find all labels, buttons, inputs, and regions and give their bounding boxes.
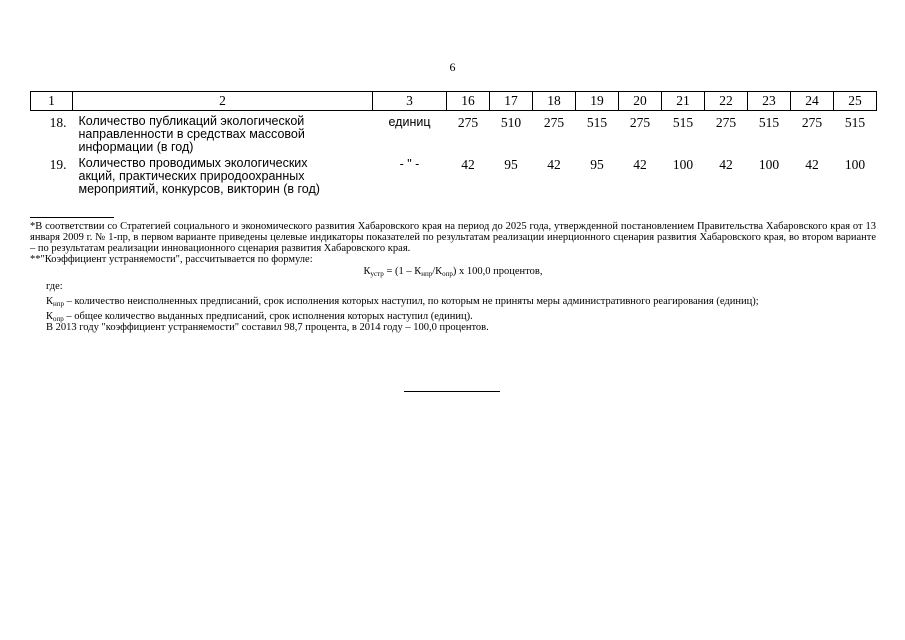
- header-cell: 23: [748, 92, 791, 111]
- definition-opr: [30, 311, 876, 322]
- formula-part: К: [363, 266, 371, 277]
- end-separator: [404, 391, 500, 392]
- unit-cell: - " -: [399, 157, 420, 171]
- header-cell: 2: [73, 92, 373, 111]
- def-subscript: опр: [53, 315, 64, 323]
- value-cell: 275: [715, 115, 737, 130]
- where-label: где:: [46, 281, 63, 292]
- indicator-line: направленности в средствах массовой: [78, 127, 305, 141]
- footnote-separator: [30, 217, 114, 218]
- indicator-name: [73, 155, 373, 196]
- value-cell: 42: [461, 157, 475, 172]
- indicator-line: Количество публикаций экологической: [78, 114, 305, 128]
- def-text: – общее количество выданных предписаний, срок исполнения которых наступил (единиц).: [63, 311, 473, 322]
- formula: [30, 266, 876, 277]
- value-cell: 515: [758, 115, 780, 130]
- header-cell: 24: [791, 92, 834, 111]
- footnote-coefficient: **"Коэффициент устраняемости", рассчитывается по формуле:: [30, 254, 313, 265]
- value-cell: 515: [672, 115, 694, 130]
- table-row: [31, 155, 877, 196]
- indicator-line: информации (в год): [78, 140, 194, 154]
- unit-cell: единиц: [388, 115, 431, 129]
- value-cell: 515: [844, 115, 866, 130]
- value-cell: 42: [805, 157, 819, 172]
- value-cell: 42: [719, 157, 733, 172]
- def-subscript: нпр: [53, 300, 65, 308]
- header-cell: 3: [373, 92, 447, 111]
- table-row: [31, 111, 877, 156]
- page-number: 6: [449, 60, 456, 74]
- footnotes: [30, 221, 876, 333]
- value-cell: 510: [500, 115, 522, 130]
- indicator-table: [30, 91, 877, 196]
- header-cell: 21: [662, 92, 705, 111]
- def-symbol: К: [46, 296, 54, 307]
- value-cell: 100: [758, 157, 780, 172]
- value-cell: 100: [844, 157, 866, 172]
- header-cell: 17: [490, 92, 533, 111]
- header-cell: 1: [31, 92, 73, 111]
- indicator-name: [73, 111, 373, 156]
- row-number: 19.: [49, 157, 67, 172]
- value-cell: 42: [547, 157, 561, 172]
- value-cell: 42: [633, 157, 647, 172]
- header-cell: 22: [705, 92, 748, 111]
- footnote-strategy: *В соответствии со Стратегией социального и экономического развития Хабаровского края на период до 2025 года, утвержденной постановлением Правительства Хабаровского края от 13 января 2009 г. № 1-пр, в первом варианте приведены целевые индикаторы показателей по результатам реализации инерционного сценария развития Хабаровского края, во втором варианте – по результатам реализации инновационного сценария развития Хабаровского края.: [30, 221, 876, 254]
- value-cell: 515: [586, 115, 608, 130]
- formula-subscript: устр: [370, 270, 384, 278]
- value-cell: 100: [672, 157, 694, 172]
- header-cell: 25: [834, 92, 877, 111]
- header-cell: 20: [619, 92, 662, 111]
- header-cell: 18: [533, 92, 576, 111]
- def-symbol: К: [46, 311, 54, 322]
- formula-subscript: опр: [442, 270, 453, 278]
- formula-part: = (1 – К: [383, 266, 422, 277]
- value-cell: 275: [629, 115, 651, 130]
- def-text: – количество неисполненных предписаний, срок исполнения которых наступил, по которым не приняты меры административного реагирования (единиц);: [64, 296, 759, 307]
- indicator-line: акций, практических природоохранных: [78, 169, 305, 183]
- indicator-line: Количество проводимых экологических: [78, 156, 308, 170]
- formula-part: /К: [432, 266, 443, 277]
- value-cell: 275: [457, 115, 479, 130]
- definition-npr: [30, 296, 876, 307]
- value-cell: 95: [590, 157, 604, 172]
- value-cell: 95: [504, 157, 518, 172]
- header-cell: 16: [447, 92, 490, 111]
- header-cell: 19: [576, 92, 619, 111]
- formula-part: ) х 100,0 процентов,: [452, 266, 543, 277]
- indicator-line: мероприятий, конкурсов, викторин (в год): [78, 182, 320, 196]
- value-cell: 275: [801, 115, 823, 130]
- formula-subscript: нпр: [421, 270, 433, 278]
- value-cell: 275: [543, 115, 565, 130]
- table-header-row: [31, 92, 877, 111]
- row-number: 18.: [49, 115, 67, 130]
- result-statement: В 2013 году "коэффициент устраняемости" составил 98,7 процента, в 2014 году – 100,0 процентов.: [46, 322, 489, 333]
